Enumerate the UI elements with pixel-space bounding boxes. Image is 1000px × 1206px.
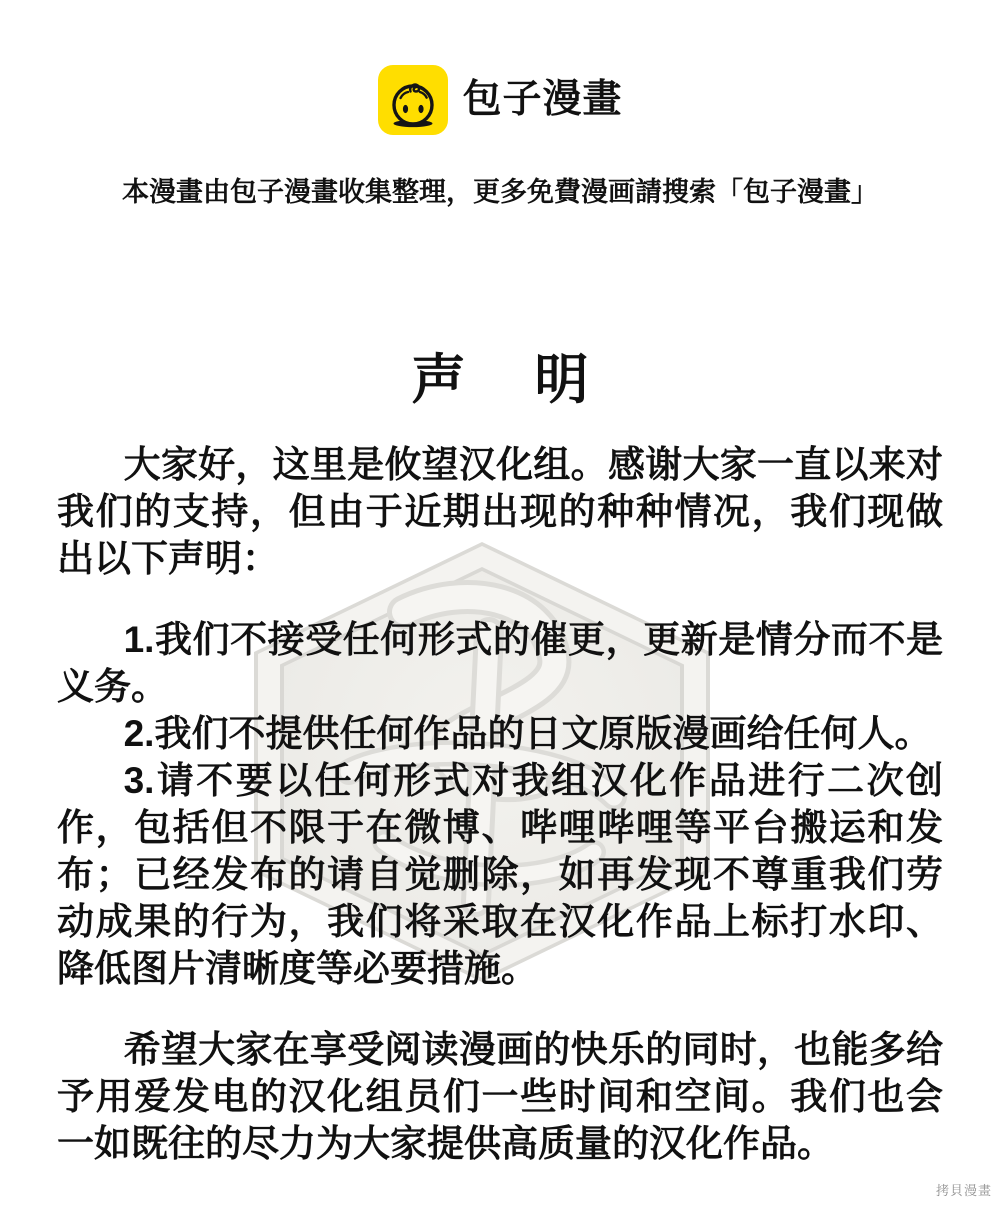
statement-item-2: 2.我们不提供任何作品的日文原版漫画给任何人。 [123,712,932,754]
kaobei-corner-watermark: 拷貝漫畫 [935,1183,992,1198]
statement-body [57,344,943,1167]
spacer [57,582,943,616]
brand-name: 包子漫畫 [462,78,623,121]
spacer [57,992,943,1026]
statement-title: 声 明 [411,350,616,410]
collection-notice: 本漫畫由包子漫畫收集整理，更多免費漫画請搜索「包子漫畫」 [122,177,878,207]
statement-closing: 希望大家在享受阅读漫画的快乐的同时，也能多给予用爱发电的汉化组员们一些时间和空间。我们也会一如既往的尽力为大家提供高质量的汉化作品。 [57,1028,943,1164]
baozi-bun-icon [377,64,449,136]
statement-intro: 大家好，这里是攸望汉化组。感谢大家一直以来对我们的支持，但由于近期出现的种种情况，我们现做出以下声明： [57,443,943,579]
brand-logo [0,64,1000,136]
statement-item-3: 3.请不要以任何形式对我组汉化作品进行二次创作，包括但不限于在微博、哔哩哔哩等平台搬运和发布；已经发布的请自觉删除，如再发现不尊重我们劳动成果的行为，我们将采取在汉化作品上标打水印、降低图片清晰度等必要措施。 [57,759,943,989]
statement-item-1: 1.我们不接受任何形式的催更，更新是情分而不是义务。 [57,618,943,707]
